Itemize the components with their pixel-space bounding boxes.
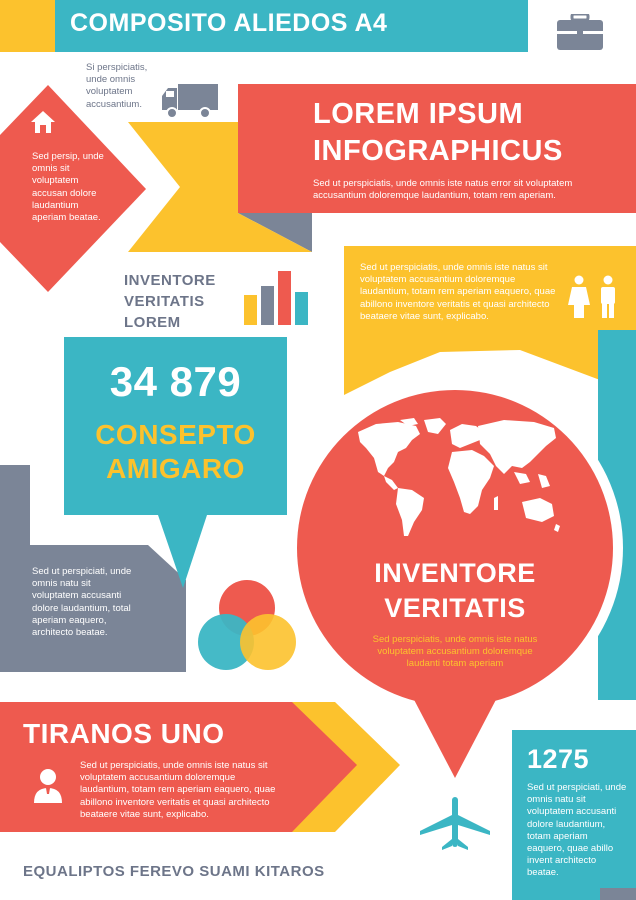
world-map-icon [354,418,560,540]
circle-title-line2: VERITATIS [384,593,526,623]
inventore-lorem-title [124,270,216,333]
banner-text: Sed ut perspiciatis, unde omnis iste natus error sit voluptatem accusantium doloremque laudantium, totam rem aperiam. [313,178,573,202]
circle-pin-tip [410,692,500,778]
top-left-yellow-strip [0,0,55,52]
truck-icon [160,82,220,122]
footer-text: EQUALIPTOS FEREVO SUAMI KITAROS [23,863,325,880]
airplane-icon [418,795,492,851]
count-number: 1275 [527,744,590,774]
tiranos-text: Sed ut perspiciatis, unde omnis iste natus sit voluptatem accusantium doloremque laudantium, totam rem aperiam eaquero, quae abillono inventore veritatis et quasi architecto beataere vitae sunt, explicabo. [80,760,276,820]
banner-title-line2: INFOGRAPHICUS [313,135,563,167]
inventore-line2: VERITATIS [124,293,205,310]
bar-chart-icon [244,270,314,326]
circle-title [297,556,613,626]
stat-number: 34 879 [109,358,242,405]
bottom-gray-strip [600,888,636,900]
stat-label-line1: CONSEPTO [95,419,256,450]
bar-chart-bar [244,295,257,325]
page-title: COMPOSITO ALIEDOS A4 [70,9,388,37]
bar-chart-bar [295,292,308,325]
bar-chart-bar [261,286,274,325]
venn-diagram-icon [196,580,298,676]
briefcase-icon [556,14,604,52]
home-icon [30,110,56,134]
inventore-line1: INVENTORE [124,272,216,289]
people-icon [565,275,623,319]
circle-title-line1: INVENTORE [374,558,536,588]
banner-title-line1: LOREM IPSUM [313,98,524,130]
count-text: Sed ut perspiciati, unde omnis natu sit voluptatem accusanti dolore laudantium, totam aperiam eaquero, quae abillo invent architecto beatae. [527,782,627,879]
stat-label [64,418,287,486]
people-text: Sed ut perspiciatis, unde omnis iste natus sit voluptatem accusantium doloremque laudantium, totam rem aperiam eaquero, quae abillono inventore veritatis et quasi architecto beataere vitae sunt, explicabo. [360,262,556,322]
inventore-line3: LOREM [124,314,181,331]
stat-label-line2: AMIGARO [106,453,245,484]
person-icon [33,768,63,804]
home-text: Sed persip, unde omnis sit voluptatem accusan dolore laudantium aperiam beatae. [32,151,104,224]
truck-text: Si perspiciatis, unde omnis voluptatem accusantium. [86,62,148,110]
tiranos-title: TIRANOS UNO [23,718,225,749]
gray-block-text: Sed ut perspiciati, unde omnis natu sit voluptatem accusanti dolore laudantium, total aperiam eaquero, architecto beatae. [32,566,132,639]
circle-text: Sed perspiciatis, unde omnis iste natus voluptatem accusantium doloremque laudanti totam aperiam [372,634,538,670]
bar-chart-bar [278,271,291,325]
